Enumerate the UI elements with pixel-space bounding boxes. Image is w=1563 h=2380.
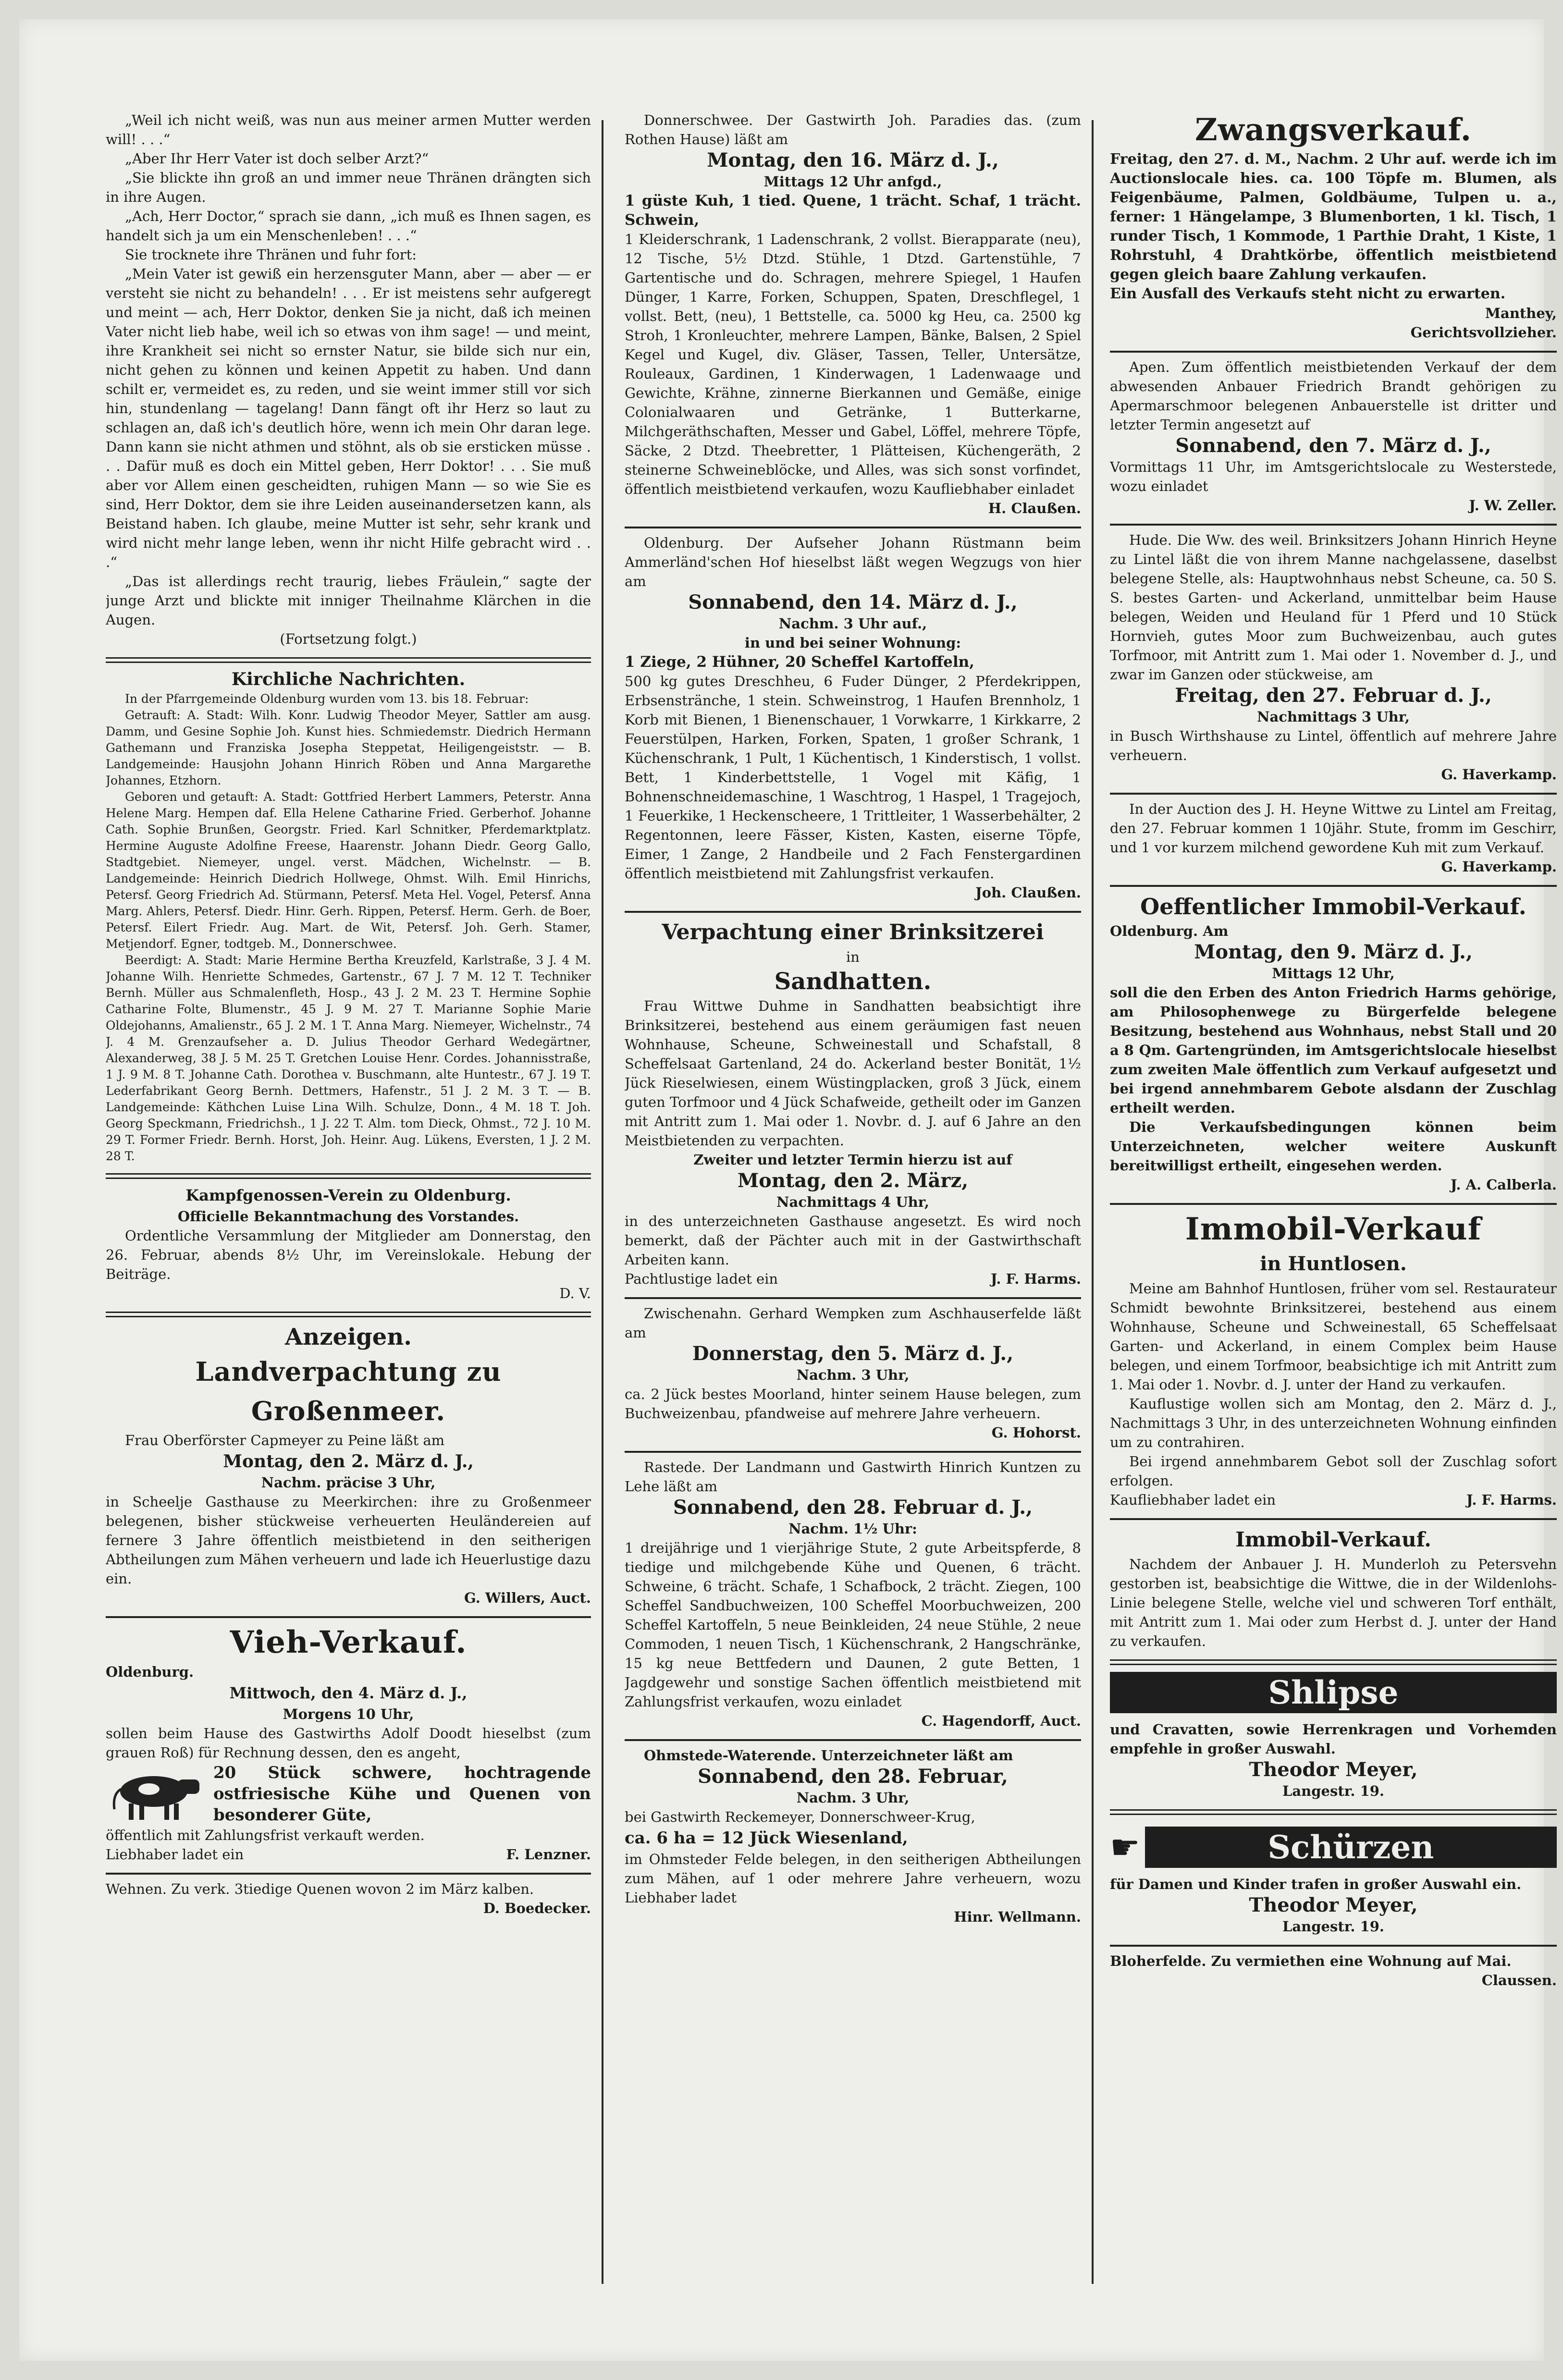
ad-wehnen: [106, 1879, 591, 1918]
story-paragraph: „Sie blickte ihn groß an und immer neue Thränen drängten sich in ihre Augen.: [106, 170, 591, 205]
ad-text: Zweiter und letzter Termin hierzu ist auf: [693, 1152, 1012, 1168]
divider: [625, 1297, 1081, 1299]
divider: [625, 527, 1081, 528]
ad-text: Ein Ausfall des Verkaufs steht nicht zu erwarten.: [1110, 285, 1506, 302]
ad-text: in Busch Wirthshause zu Lintel, öffentlich auf mehrere Jahre verheuern.: [1110, 728, 1557, 763]
cattle-offer: 20 Stück schwere, hochtragende ostfriesische Kühe und Quenen von besonderer Güte,: [213, 1763, 591, 1825]
ad-time: Mittags 12 Uhr anfgd.,: [763, 173, 942, 190]
ad-text: Meine am Bahnhof Huntlosen, früher vom sel. Restaurateur Schmidt bewohnte Brinksitzerei, bestehend aus einem Wohnhause, Scheune und Schweinestall, 65 Scheffelsaat Garten- und Ackerland, in einem Complex beim Hause belegen, und einem Torfmoor, beabsichtige ich mit Antritt zum 1. Mai oder 1. Novbr. d. J. unter der Hand zu verkaufen.: [1110, 1280, 1557, 1393]
ad-title: Vieh-Verkauf.: [230, 1624, 467, 1660]
ad-signature: C. Hagendorff, Auct.: [921, 1713, 1081, 1729]
cattle-row: [106, 1762, 591, 1826]
ad-title: Immobil-Verkauf.: [1235, 1528, 1431, 1551]
ad-text: Donnerschwee. Der Gastwirth Joh. Paradies das. (zum Rothen Hause) läßt am: [625, 112, 1081, 147]
ad-text: ca. 2 Jück bestes Moorland, hinter seinem Hause belegen, zum Buchweizenbau, pfandweise auf mehrere Jahre verheuern.: [625, 1386, 1081, 1422]
ad-text: in des unterzeichneten Gasthause angesetzt. Es wird noch bemerkt, daß der Pächter auch mit in der Gastwirthschaft Arbeiten kann.: [625, 1213, 1081, 1268]
ad-signature: J. W. Zeller.: [1469, 497, 1557, 514]
ad-signature-row: [106, 1845, 591, 1864]
ad-text: Bei irgend annehmbarem Gebot soll der Zuschlag sofort erfolgen.: [1110, 1453, 1557, 1489]
ad-text: Oldenburg. Der Aufseher Johann Rüstmann beim Ammerländ'schen Hof hieselbst läßt wegen Wegzugs von hier am: [625, 535, 1081, 589]
ad-text: Ohmstede-Waterende. Unterzeichneter läßt am: [644, 1747, 1013, 1764]
ad-signature: Gerichtsvollzieher.: [1410, 324, 1557, 341]
ad-donnerschwee: [625, 110, 1081, 518]
ad-text: Nachdem der Anbauer J. H. Munderloh zu Petersvehn gestorben ist, beabsichtige die Wittwe, die in der Wildenlohs-Linie belegene Stelle, welche viel und schweren Torf enthält, mit Antritt zum 1. Mai oder zum Herbst d. J. unter der Hand zu verkaufen.: [1110, 1556, 1557, 1649]
ad-text: in: [846, 949, 860, 965]
divider: [1110, 885, 1557, 887]
ad-time: Nachm. 1½ Uhr:: [788, 1521, 917, 1537]
ad-text: In der Auction des J. H. Heyne Wittwe zu Lintel am Freitag, den 27. Februar kommen 1 10jähr. Stute, fromm im Geschirr, und 1 vor kurzem milchend gewordene Kuh mit zum Verkauf.: [1110, 801, 1557, 856]
ad-signature: Hinr. Wellmann.: [954, 1909, 1081, 1925]
ad-immobil-oldenburg: [1110, 892, 1557, 1194]
ad-time: Nachm. 3 Uhr auf.,: [778, 615, 927, 632]
ad-text: Frau Wittwe Duhme in Sandhatten beabsichtigt ihre Brinksitzerei, bestehend aus einem geräumigen fast neuen Wohnhause, Scheune, Schweinestall und Schafstall, 8 Scheffelsaat Gartenland, 24 do. Ackerland bester Bonität, 1½ Jück Rieselwiesen, einem Wüstingplacken, groß 3 Jück, einem guten Torfmoor und 4 Jück Schafweide, getheilt oder im Ganzen mit Antritt zum 1. Mai oder 1. Novbr. d. J. auf 6 Jahre an den Meistbietenden zu verpachten.: [625, 998, 1081, 1149]
divider: [1110, 1518, 1557, 1520]
column-divider: [602, 120, 603, 2284]
ad-text: in Scheelje Gasthause zu Meerkirchen: ihre zu Großenmeer belegenen, bisher stückweise verheuerten Heuländereien auf fernere 3 Jahre öffentlich meistbietend in den seitherigen Abtheilungen zum Mähen verheuern und lade ich Heuerlustige dazu ein.: [106, 1494, 591, 1587]
divider: [625, 911, 1081, 913]
shlipse-banner: Shlipse: [1110, 1672, 1557, 1713]
ad-time: Nachm. präcise 3 Uhr,: [261, 1474, 436, 1491]
kampf-subtitle: Officielle Bekanntmachung des Vorstandes.: [177, 1208, 519, 1225]
continued-note: (Fortsetzung folgt.): [280, 631, 417, 647]
divider: [106, 1173, 591, 1179]
ad-signature: H. Claußen.: [988, 500, 1081, 516]
divider: [1110, 1945, 1557, 1947]
ad-text: Freitag, den 27. d. M., Nachm. 2 Uhr auf. werde ich im Auctionslocale hies. ca. 100 Töpfe m. Blumen, als Feigenbäume, Palmen, Goldbäume, Tulpen u. a., ferner: 1 Hängelampe, 3 Blumenborten, 1 kl. Tisch, 1 runder Tisch, 1 Kommode, 1 Parthie Draht, 1 Kiste, 1 Rohrstuhl, 4 Drahtkörbe, öffentlich meistbietend gegen gleich baare Zahlung verkaufen.: [1110, 151, 1557, 283]
divider: [1110, 793, 1557, 795]
ad-text: Hude. Die Ww. des weil. Brinksitzers Johann Hinrich Heyne zu Lintel läßt die von ihrem Manne nachgelassene, daselbst belegene Stelle, als: Hauptwohnhaus nebst Scheune, ca. 50 S. S. bestes Garten- und Ackerland, unmittelbar beim Hause belegen, Weiden und Heuland für 1 Pferd und 10 Stück Hornvieh, gutes Moor zum Buchweizenbau, auch gutes Torfmoor, mit Antritt zum 1. Mai oder 1. November d. J., und zwar im Ganzen oder stückweise, am: [1110, 532, 1557, 683]
ad-text: Rastede. Der Landmann und Gastwirth Hinrich Kuntzen zu Lehe läßt am: [625, 1459, 1081, 1495]
ad-time: Nachm. 3 Uhr,: [796, 1790, 910, 1806]
ad-place: Sandhatten.: [774, 968, 932, 995]
divider: [1110, 351, 1557, 353]
divider: [625, 1739, 1081, 1741]
ad-time: Mittags 12 Uhr,: [1272, 965, 1395, 981]
ad-text: Die Verkaufsbedingungen können beim Unterzeichneten, welcher weitere Auskunft bereitwilligst ertheilt, eingesehen werden.: [1110, 1119, 1557, 1174]
kampf-body: Ordentliche Versammlung der Mitglieder am Donnerstag, den 26. Februar, abends 8½ Uhr, im Vereinslokale. Hebung der Beiträge.: [106, 1227, 591, 1282]
ad-date: Sonnabend, den 28. Februar d. J.,: [673, 1496, 1033, 1519]
ad-signature: J. A. Calberla.: [1450, 1177, 1557, 1193]
ad-place: in Huntlosen.: [1260, 1252, 1407, 1275]
sig-left: Liebhaber ladet ein: [106, 1846, 244, 1863]
ad-text: und Cravatten, sowie Herrenkragen und Vorhemden empfehle in großer Auswahl.: [1110, 1721, 1557, 1757]
divider: [106, 1873, 591, 1875]
story-paragraph: „Das ist allerdings recht traurig, liebes Fräulein,“ sagte der junge Arzt und blickte mit inniger Theilnahme Klärchen in die Augen.: [106, 573, 591, 628]
newspaper-page: [19, 19, 1557, 2361]
kampf-notice: [106, 1184, 591, 1303]
ad-time: Nachmittags 4 Uhr,: [776, 1194, 929, 1210]
ad-signature-row: [625, 1269, 1081, 1288]
church-news: [106, 668, 591, 1165]
ad-date: Donnerstag, den 5. März d. J.,: [692, 1342, 1014, 1365]
ad-place: Oldenburg. Am: [1110, 923, 1229, 939]
ad-text: bei Gastwirth Reckemeyer, Donnerschweer-Krug,: [625, 1809, 975, 1825]
ad-date: Montag, den 2. März,: [737, 1169, 969, 1192]
ad-text: öffentlich mit Zahlungsfrist verkauft werden.: [106, 1827, 425, 1843]
ad-date: Montag, den 2. März d. J.,: [223, 1451, 474, 1472]
ad-signature: G. Haverkamp.: [1441, 766, 1557, 783]
column-left: [106, 110, 591, 2294]
ad-signature: Theodor Meyer,: [1249, 1758, 1418, 1781]
column-middle: [625, 110, 1081, 2294]
ad-text: 1 Kleiderschrank, 1 Ladenschrank, 2 vollst. Bierapparate (neu), 12 Tische, 5½ Dtzd. Stühle, 1 Dtzd. Gartenstühle, 7 Gartentische und do. Schragen, mehrere Spiegel, 1 Haufen Dünger, 1 Karre, Forken, Schuppen, Spaten, Dreschflegel, 1 vollst. Bett, (neu), 1 Bettstelle, ca. 5000 kg Heu, ca. 2500 kg Stroh, 1 Kronleuchter, mehrere Lampen, Bänke, Balsen, 2 Spiel Kegel und Kugel, div. Gläser, Tassen, Teller, Untersätze, Rouleaux, Gardinen, 1 Kinderwagen, 1 Ladenwaage und Gewichte, Krähne, zinnerne Bierkannen und Gemäße, einige Colonialwaaren und Getränke, 1 Butterkarne, Milchgeräthschaften, Messer und Gabel, Löffel, mehrere Töpfe, Säcke, 2 Dtzd. Theebretter, 1 Plätteisen, Küchengeräth, 2 steinerne Schweineblöcke, und Alles, was sich sonst vorfindet, öffentlich meistbietend verkaufen, wozu Kaufliebhaber einladet: [625, 231, 1081, 497]
ad-signature: D. Boedecker.: [483, 1900, 591, 1916]
church-married: Getrauft: A. Stadt: Wilh. Konr. Ludwig Theodor Meyer, Sattler am ausg. Damm, und Gesine Sophie Joh. Kunst hies. Schmiedemstr. Diedrich Hermann Gathemann und Franziska Josepha Steppetat, Heiligengeiststr. — B. Landgemeinde: Hausjohn Johann Hinrich Röben und Anna Margarethe Johannes, Etzhorn.: [106, 708, 591, 787]
ad-text: sollen beim Hause des Gastwirths Adolf Doodt hieselbst (zum grauen Roß) für Rechnung dessen, den es angeht,: [106, 1725, 591, 1761]
ad-schuerzen: [1110, 1820, 1557, 1936]
ad-oldenburg-ruestmann: [625, 533, 1081, 902]
divider: [625, 1451, 1081, 1453]
ad-text: 1 dreijährige und 1 vierjährige Stute, 2 gute Arbeitspferde, 8 tiedige und milchgebende Kühe und Quenen, 6 trächt. Schweine, 6 trächt. Schafe, 1 Schafbock, 2 trächt. Ziegen, 100 Scheffel Sandbuchweizen, 100 Scheffel Moorbuchweizen, 200 Scheffel Kartoffeln, 5 neue Beinkleiden, 24 neue Stühle, 2 neue Commoden, 1 neuen Tisch, 1 Küchenschrank, 2 Hangschränke, 15 kg neue Bettfedern und Daunen, 2 gute Betten, 1 Jagdgewehr und sonstige Sachen öffentlich meistbietend mit Zahlungsfrist verkaufen, wozu einladet: [625, 1540, 1081, 1710]
ad-address: Langestr. 19.: [1282, 1783, 1384, 1799]
ad-immobil-petersvehn: [1110, 1525, 1557, 1651]
ad-rastede: [625, 1458, 1081, 1730]
divider: [106, 657, 591, 663]
sig-left: Kaufliebhaber ladet ein: [1110, 1492, 1276, 1508]
story-paragraph: „Mein Vater ist gewiß ein herzensguter Mann, aber — aber — er versteht sie nicht zu behandeln! . . . Er ist meistens sehr aufgeregt und meint — ach, Herr Doktor, denken Sie ja nicht, daß ich meinen Vater nicht lieb habe, weil ich so etwas von ihm sage! — und meint, ihre Krankheit sei nicht so ernster Natur, sie bilde sich nur ein, nicht gehen zu können und keinen Appetit zu haben. Und dann schilt er, vermeidet es, zu reden, und sie weint immer still vor sich hin, stundenlang — tagelang! Dann fängt oft ihr Herz so laut zu schlagen an, daß ich's deutlich höre, wenn ich mein Ohr daran lege. Dann kann sie nicht athmen und stöhnt, als ob sie ersticken müsse . . . Dafür muß es doch ein Mittel geben, Herr Doktor! . . . Sie muß aber vor Allem einen gescheidten, ruhigen Mann — so wie Sie es sind, Herr Doktor, dem sie ihre Leiden auseinandersetzen kann, als Beistand haben. Ich glaube, meine Mutter ist sehr, sehr krank und wird nicht mehr lange leben, wenn ihr nicht Hilfe gebracht wird . . .“: [106, 266, 591, 570]
ad-signature: Manthey,: [1485, 305, 1557, 321]
story-paragraph: „Aber Ihr Herr Vater ist doch selber Arzt?“: [125, 150, 429, 167]
ad-signature: G. Willers, Auct.: [464, 1590, 591, 1606]
serial-story: [106, 110, 591, 649]
ad-place: in und bei seiner Wohnung:: [744, 635, 961, 651]
ad-signature: Joh. Claußen.: [975, 884, 1081, 901]
ad-land-lease: [106, 1352, 591, 1607]
ad-signature: Claussen.: [1481, 1972, 1557, 1988]
ad-date: Sonnabend, den 14. März d. J.,: [688, 591, 1018, 613]
ad-cattle-sale: [106, 1623, 591, 1864]
ad-date: Sonnabend, den 7. März d. J.,: [1175, 434, 1491, 457]
divider: [1110, 524, 1557, 526]
ad-items-bold: 1 güste Kuh, 1 tied. Quene, 1 trächt. Schaf, 1 trächt. Schwein,: [625, 192, 1081, 229]
church-died: Beerdigt: A. Stadt: Marie Hermine Bertha Kreuzfeld, Karlstraße, 3 J. 4 M. Johanne Wilh. Henriette Schmedes, Gartenstr., 67 J. 7 M. 12 T. Techniker Bernh. Müller aus Schmalenfleth, Hosp., 43 J. 2 M. 23 T. Hermine Sophie Catharine Folte, Blumenstr., 45 J. 9 M. 27 T. Marianne Sophie Marie Oldejohanns, Amalienstr., 65 J. 2 M. 1 T. Anna Marg. Niemeyer, Wichelnstr., 74 J. 4 M. Grenzaufseher a. D. Julius Theodor Gerhard Wedegärtner, Alexanderweg, 38 J. 5 M. 25 T. Gretchen Louise Henr. Cordes. Johannisstraße, 1 J. 9 M. 8 T. Johanne Cath. Dorothea v. Buschmann, alte Huntestr., 67 J. 19 T. Lederfabrikant Georg Bernh. Dettmers, Hafenstr., 51 J. 2 M. 3 T. — B. Landgemeinde: Käthchen Luise Lina Wilh. Schulze, Donn., 4 M. 18 T. Joh. Georg Speckmann, Friedrichsh., 1 J. 22 T. Alm. tom Dieck, Ohmst., 72 J. 10 M. 29 T. Former Friedr. Bernh. Horst, Joh. Heinr. Aug. Lükens, Eversten, 1 J. 2 M. 28 T.: [106, 953, 591, 1163]
divider: [106, 1312, 591, 1317]
ad-bloherfelde: [1110, 1951, 1557, 1990]
ad-zwischenahn: [625, 1304, 1081, 1442]
ad-apen: [1110, 357, 1557, 515]
ad-immobil-huntlosen: [1110, 1210, 1557, 1509]
ad-text: im Ohmsteder Felde belegen, in den seitherigen Abtheilungen zum Mähen, auf 1 oder mehrere Jahre verheuern, wozu Liebhaber ladet: [625, 1851, 1081, 1906]
ad-text: soll die den Erben des Anton Friedrich Harms gehörige, am Philosophenwege zu Bürgerfelde belegene Besitzung, bestehend aus Wohnhaus, nebst Stall und 20 a 8 Qm. Gartengründen, im Amtsgerichtslocale hieselbst zum zweiten Male öffentlich zum Verkauf aufgesetzt und bei irgend annehmbarem Gebote alsdann der Zuschlag ertheilt werden.: [1110, 984, 1557, 1116]
sig-right: J. F. Harms.: [990, 1271, 1081, 1287]
divider: [1110, 1809, 1557, 1815]
ad-text: Kauflustige wollen sich am Montag, den 2. März d. J., Nachmittags 3 Uhr, in des unterzeichneten Wohnung einfinden um zu contrahiren.: [1110, 1396, 1557, 1450]
kampf-title: Kampfgenossen-Verein zu Oldenburg.: [185, 1186, 511, 1204]
story-paragraph: Sie trocknete ihre Thränen und fuhr fort:: [125, 246, 417, 263]
ad-time: Nachmittags 3 Uhr,: [1257, 709, 1410, 725]
sig-right: J. F. Harms.: [1466, 1492, 1557, 1508]
schuerzen-banner: Schürzen: [1145, 1827, 1557, 1868]
ad-title: Zwangsverkauf.: [1194, 112, 1472, 148]
pointing-hand-icon: ☛: [1110, 1828, 1140, 1867]
ad-shlipse: [1110, 1672, 1557, 1801]
ad-signature: G. Hohorst.: [991, 1424, 1081, 1441]
ad-text: Bloherfelde. Zu vermiethen eine Wohnung auf Mai.: [1110, 1953, 1512, 1969]
ad-ohmstede: [625, 1746, 1081, 1926]
ad-title: Landverpachtung zu Großenmeer.: [195, 1356, 502, 1426]
ad-title: Oeffentlicher Immobil-Verkauf.: [1140, 894, 1526, 920]
church-intro: In der Pfarrgemeinde Oldenburg wurden vom 13. bis 18. Februar:: [125, 692, 529, 706]
column-divider: [1092, 120, 1094, 2284]
ad-date: Montag, den 9. März d. J.,: [1194, 941, 1473, 963]
ad-signature: Theodor Meyer,: [1249, 1894, 1418, 1916]
divider: [1110, 1659, 1557, 1665]
ad-brinksitzerei-lease: [625, 918, 1081, 1288]
ad-date: Montag, den 16. März d. J.,: [707, 149, 999, 172]
ad-text: Apen. Zum öffentlich meistbietenden Verkauf der dem abwesenden Anbauer Friedrich Brandt gehörigen zu Apermarschmoor belegenen Anbauerstelle ist dritter und letzter Termin angesetzt auf: [1110, 359, 1557, 433]
ad-signature-row: [1110, 1490, 1557, 1509]
divider: [106, 1616, 591, 1618]
ad-time: Nachm. 3 Uhr,: [796, 1367, 910, 1383]
sig-right: F. Lenzner.: [506, 1846, 591, 1863]
ad-text: für Damen und Kinder trafen in großer Auswahl ein.: [1110, 1876, 1522, 1892]
church-born: Geboren und getauft: A. Stadt: Gottfried Herbert Lammers, Peterstr. Anna Helene Marg. Hempen daf. Ella Helene Catharine Fried. Gerberhof. Johanne Cath. Sophie Brunßen, Georgstr. Fried. Karl Schnitker, Pferdemarktplatz. Hermine Auguste Adolfine Freese, Haarenstr. Johann Diedr. Georg Gallo, Stadtgebiet. Niemeyer, ungel. verst. Mädchen, Wichelnstr. — B. Landgemeinde: Heinrich Diedrich Hollwege, Ohmst. Wilh. Emil Hinrichs, Petersf. Georg Friedrich Ad. Stürmann, Petersf. Meta Hel. Vogel, Petersf. Anna Marg. Ahlers, Petersf. Diedr. Hinr. Gerh. Rippen, Petersf. Herm. Gerh. de Boer, Petersf. Eilert Friedr. Aug. Mart. de Wit, Petersf. Joh. Gerh. Stamer, Metjendorf. Egner, todtgeb. M., Donnerschwee.: [106, 790, 591, 951]
story-paragraph: „Ach, Herr Doctor,“ sprach sie dann, „ich muß es Ihnen sagen, es handelt sich ja um ein Menschenleben! . . .“: [106, 208, 591, 244]
sig-left: Pachtlustige ladet ein: [625, 1271, 778, 1287]
ad-text: Vormittags 11 Uhr, im Amtsgerichtslocale zu Westerstede, wozu einladet: [1110, 459, 1557, 494]
ad-text: 500 kg gutes Dreschheu, 6 Fuder Dünger, 2 Pferdekrippen, Erbsenstränche, 1 stein. Schweinstrog, 1 Haufen Brennholz, 1 Korb mit Bienen, 1 Bienenschauer, 1 Vorwkarre, 1 Kirkkarre, 2 Feuerstülpen, Harken, Forken, Spaten, 1 großer Schrank, 1 Küchenschrank, 1 Pult, 1 Küchentisch, 1 Kinderstisch, 1 vollst. Bett, 1 Kinderbettstelle, 1 Vogel mit Käfig, 1 Bohnenschneidemaschine, 1 Waschtrog, 1 Haspel, 1 Tragejoch, 1 Feuerkike, 1 Heckenscheere, 1 Trittleiter, 1 Wasserbehälter, 2 Regentonnen, leere Fässer, Kisten, Kasten, eiserne Töpfe, Eimer, 1 Zange, 2 Handbeile und 2 Fach Fenstergardinen öffentlich meistbietend mit Zahlungsfrist verkaufen.: [625, 673, 1081, 882]
ad-time: Morgens 10 Uhr,: [283, 1706, 414, 1722]
ad-text: Frau Oberförster Capmeyer zu Peine läßt am: [125, 1432, 445, 1448]
ad-items-bold: ca. 6 ha = 12 Jück Wiesenland,: [625, 1828, 908, 1848]
church-news-title: Kirchliche Nachrichten.: [231, 669, 466, 689]
ad-hude: [1110, 530, 1557, 784]
ad-date: Mittwoch, den 4. März d. J.,: [229, 1684, 468, 1702]
ad-items-bold: 1 Ziege, 2 Hühner, 20 Scheffel Kartoffeln,: [625, 653, 974, 671]
divider: [1110, 1203, 1557, 1205]
ad-title: Immobil-Verkauf: [1185, 1211, 1482, 1247]
column-right: [1110, 110, 1557, 2294]
ad-text: Zwischenahn. Gerhard Wempken zum Aschhauserfelde läßt am: [625, 1305, 1081, 1341]
ads-heading: Anzeigen.: [285, 1324, 412, 1350]
ad-title: Verpachtung einer Brinksitzerei: [662, 920, 1044, 945]
ad-hude-2: [1110, 799, 1557, 876]
ad-place: Oldenburg.: [106, 1664, 194, 1680]
kampf-signature: D. V.: [559, 1285, 591, 1301]
ad-signature: G. Haverkamp.: [1441, 859, 1557, 875]
ad-date: Sonnabend, den 28. Februar,: [698, 1765, 1008, 1788]
ad-date: Freitag, den 27. Februar d. J.,: [1175, 684, 1492, 707]
ad-text: Wehnen. Zu verk. 3tiedige Quenen wovon 2 im März kalben.: [106, 1881, 534, 1897]
schuerzen-header: [1110, 1820, 1557, 1875]
cow-illustration: [106, 1765, 207, 1823]
story-paragraph: „Weil ich nicht weiß, was nun aus meiner armen Mutter werden will! . . .“: [106, 112, 591, 147]
ad-address: Langestr. 19.: [1282, 1918, 1384, 1935]
ad-forced-sale: [1110, 110, 1557, 342]
